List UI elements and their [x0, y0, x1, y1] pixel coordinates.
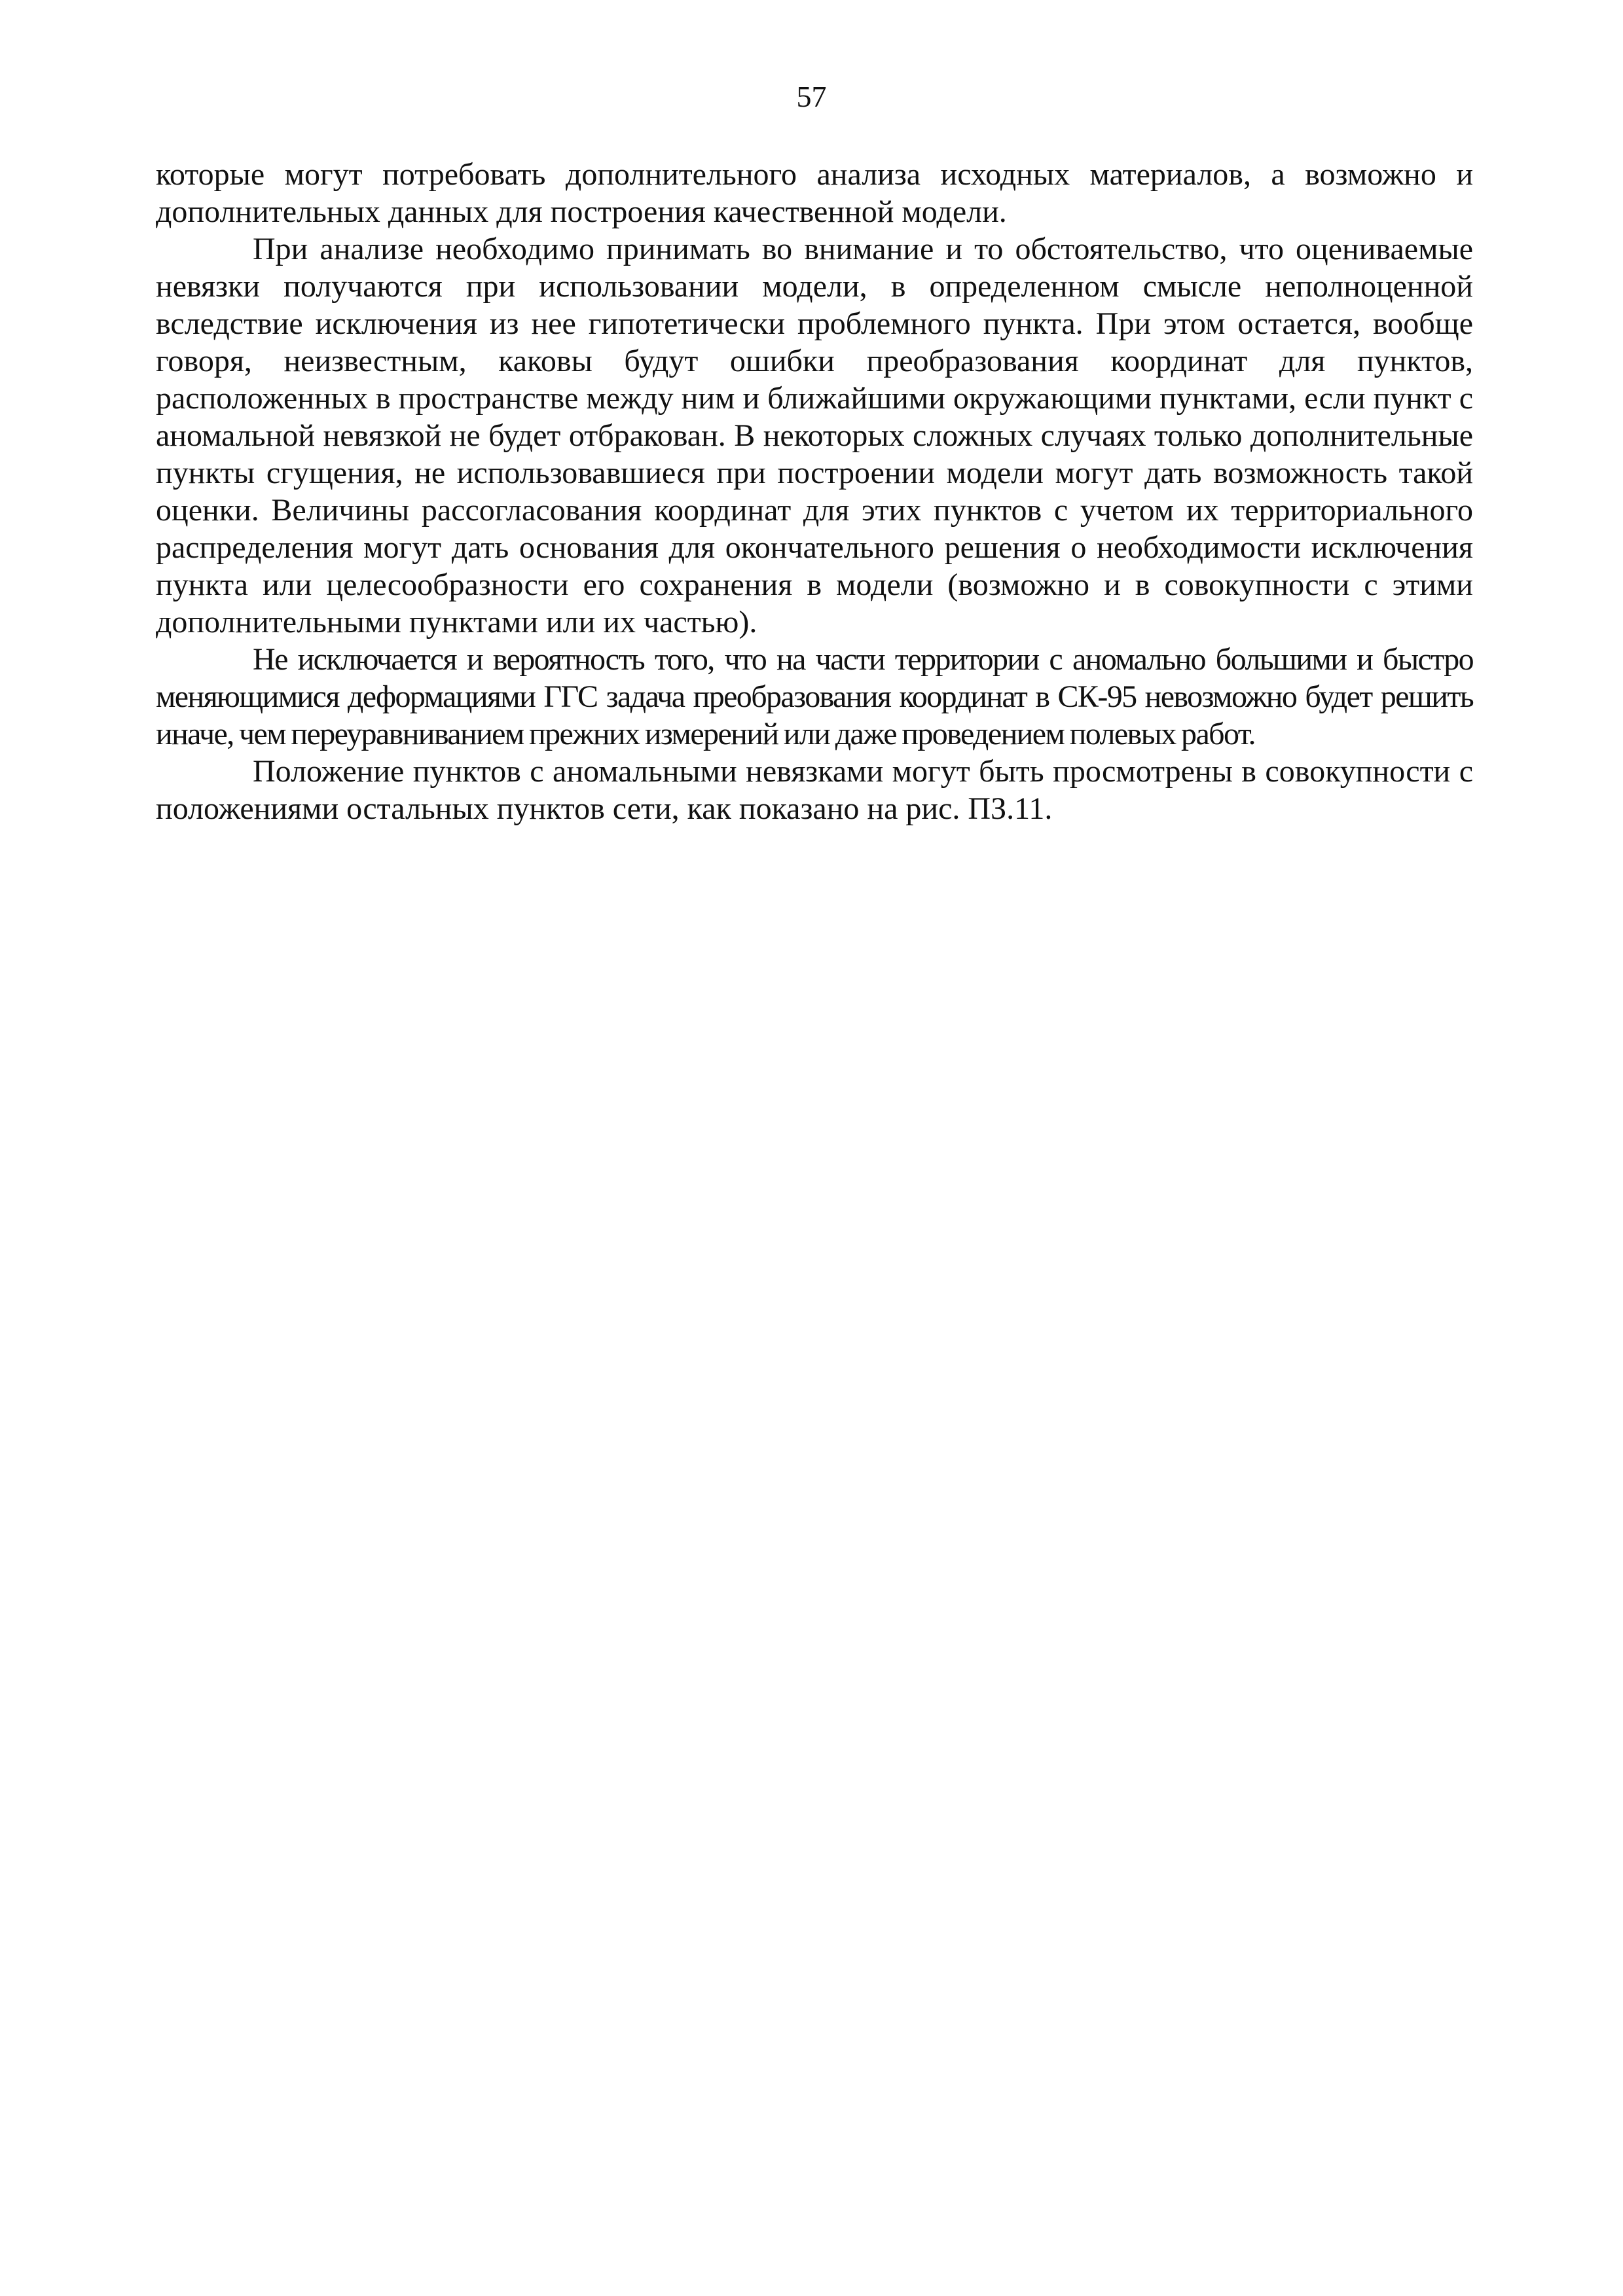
- page-number: 57: [796, 80, 827, 113]
- body-text: [156, 156, 1473, 827]
- paragraph-deformations: Не исключается и вероятность того, что на части территории с аномально большими и быстро меняющимися деформациями ГГС задача преобразования координат в СК-95 невозможно будет решить иначе, чем переуравниванием прежних измерений или даже проведением полевых работ.: [156, 642, 1473, 751]
- paragraph-continuation: которые могут потребовать дополнительного анализа исходных материалов, а возможно и дополнительных данных для построения качественной модели.: [156, 157, 1473, 229]
- paragraph-analysis: При анализе необходимо принимать во внимание и то обстоятельство, что оцениваемые невязки получаются при использовании модели, в определенном смысле неполноценной вследствие исключения из нее гипотетически проблемного пункта. При этом остается, вообще говоря, неизвестным, каковы будут ошибки преобразования координат для пунктов, расположенных в пространстве между ним и ближайшими окружающими пунктами, если пункт с аномальной невязкой не будет отбракован. В некоторых сложных случаях только дополнительные пункты сгущения, не использовавшиеся при построении модели могут дать возможность такой оценки. Величины рассогласования координат для этих пунктов с учетом их территориального распределения могут дать основания для окончательного решения о необходимости исключения пункта или целесообразности его сохранения в модели (возможно и в совокупности с этими дополнительными пунктами или их частью).: [156, 232, 1473, 639]
- paragraph-figure-reference: Положение пунктов с аномальными невязками могут быть просмотрены в совокупности с положениями остальных пунктов сети, как показано на рис. ПЗ.11.: [156, 754, 1473, 826]
